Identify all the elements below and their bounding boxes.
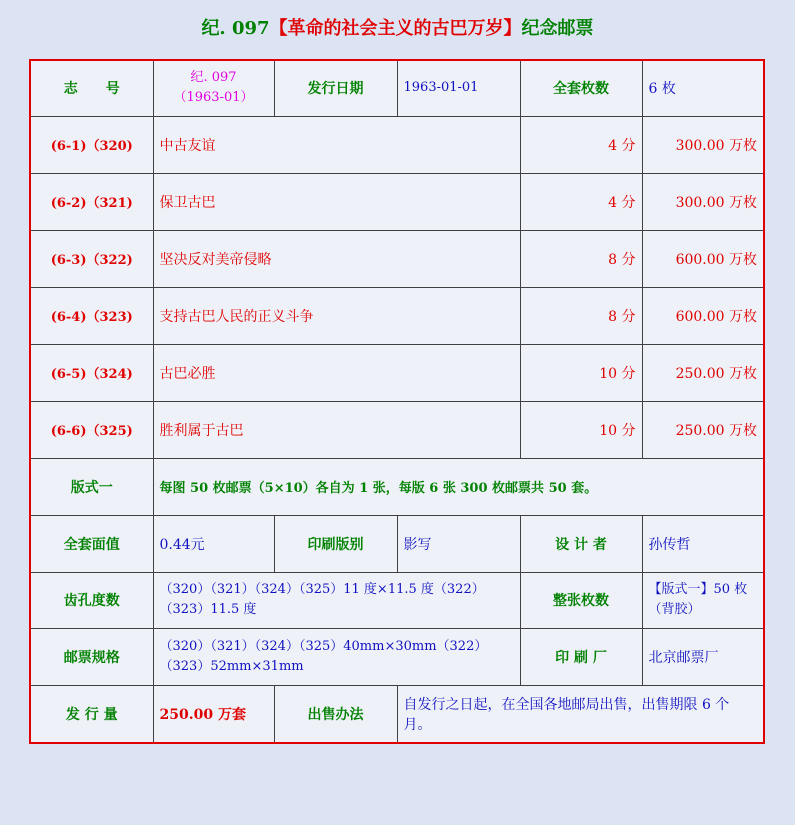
sheet-count-value <box>642 572 764 628</box>
stamp-row <box>30 173 764 230</box>
issue-date-label: 发行日期 <box>274 60 397 116</box>
title-suffix: 纪念邮票 <box>521 18 594 39</box>
set-count-label: 全套枚数 <box>520 60 642 116</box>
stamp-quantity: 300.00 万枚 <box>642 173 764 230</box>
zhihao-value <box>153 60 274 116</box>
printer-label: 印 刷 厂 <box>520 628 642 685</box>
print-method-value: 影写 <box>397 515 520 572</box>
issue-qty-label: 发 行 量 <box>30 685 153 743</box>
header-row <box>30 60 764 116</box>
spec-value: （320）（321）（324）（325）40mm×30mm（322）（323）52mm×31mm <box>153 628 520 685</box>
issue-date-value: 1963-01-01 <box>397 60 520 116</box>
stamp-name: 保卫古巴 <box>153 173 520 230</box>
spec-row <box>30 628 764 685</box>
designer-value: 孙传哲 <box>642 515 764 572</box>
stamp-face-value: 4 分 <box>520 173 642 230</box>
stamp-row <box>30 230 764 287</box>
stamp-code: (6-4)（323) <box>30 287 153 344</box>
stamp-face-value: 10 分 <box>520 344 642 401</box>
format-label: 版式一 <box>30 458 153 515</box>
perforation-label: 齿孔度数 <box>30 572 153 628</box>
face-value-value: 0.44元 <box>153 515 274 572</box>
stamp-row <box>30 344 764 401</box>
stamp-face-value: 10 分 <box>520 401 642 458</box>
stamp-face-value: 8 分 <box>520 230 642 287</box>
stamp-name: 坚决反对美帝侵略 <box>153 230 520 287</box>
stamp-row <box>30 116 764 173</box>
sheet-count-label: 整张枚数 <box>520 572 642 628</box>
perforation-value: （320）（321）（324）（325）11 度×11.5 度（322）（323）11.5 度 <box>153 572 520 628</box>
printer-value: 北京邮票厂 <box>642 628 764 685</box>
stamp-info-table <box>29 59 765 744</box>
stamp-face-value: 8 分 <box>520 287 642 344</box>
perforation-row <box>30 572 764 628</box>
sheet-format-value: 【版式一】 <box>648 582 714 597</box>
designer-label: 设 计 者 <box>520 515 642 572</box>
stamp-quantity: 600.00 万枚 <box>642 287 764 344</box>
stamp-quantity: 300.00 万枚 <box>642 116 764 173</box>
stamp-name: 古巴必胜 <box>153 344 520 401</box>
face-value-row <box>30 515 764 572</box>
stamp-code: (6-1)（320) <box>30 116 153 173</box>
zhihao-value-line2: （1963-01） <box>173 90 254 106</box>
sale-method-value: 自发行之日起，在全国各地邮局出售，出售期限 6 个月。 <box>397 685 764 743</box>
title-code: 纪. 097 <box>201 18 270 39</box>
set-count-value: 6 枚 <box>642 60 764 116</box>
issue-qty-value: 250.00 万套 <box>153 685 274 743</box>
format-row <box>30 458 764 515</box>
stamp-row <box>30 287 764 344</box>
issue-row <box>30 685 764 743</box>
zhihao-value-line1: 纪. 097 <box>190 70 237 86</box>
sale-method-label: 出售办法 <box>274 685 397 743</box>
stamp-code: (6-5)（324) <box>30 344 153 401</box>
stamp-quantity: 250.00 万枚 <box>642 344 764 401</box>
zhihao-label: 志 号 <box>30 60 153 116</box>
face-value-label: 全套面值 <box>30 515 153 572</box>
stamp-code: (6-3)（322) <box>30 230 153 287</box>
page-title <box>0 14 795 40</box>
title-name: 【革命的社会主义的古巴万岁】 <box>269 18 522 39</box>
sheet-count-number: 50 枚（背胶） <box>648 582 748 617</box>
stamp-code: (6-6)（325) <box>30 401 153 458</box>
stamp-name: 支持古巴人民的正义斗争 <box>153 287 520 344</box>
format-value: 每图 50 枚邮票（5×10）各自为 1 张，每版 6 张 300 枚邮票共 50 套。 <box>153 458 764 515</box>
stamp-code: (6-2)（321) <box>30 173 153 230</box>
stamp-quantity: 600.00 万枚 <box>642 230 764 287</box>
print-method-label: 印刷版别 <box>274 515 397 572</box>
spec-label: 邮票规格 <box>30 628 153 685</box>
stamp-row <box>30 401 764 458</box>
stamp-name: 中古友谊 <box>153 116 520 173</box>
stamp-face-value: 4 分 <box>520 116 642 173</box>
stamp-name: 胜利属于古巴 <box>153 401 520 458</box>
stamp-quantity: 250.00 万枚 <box>642 401 764 458</box>
